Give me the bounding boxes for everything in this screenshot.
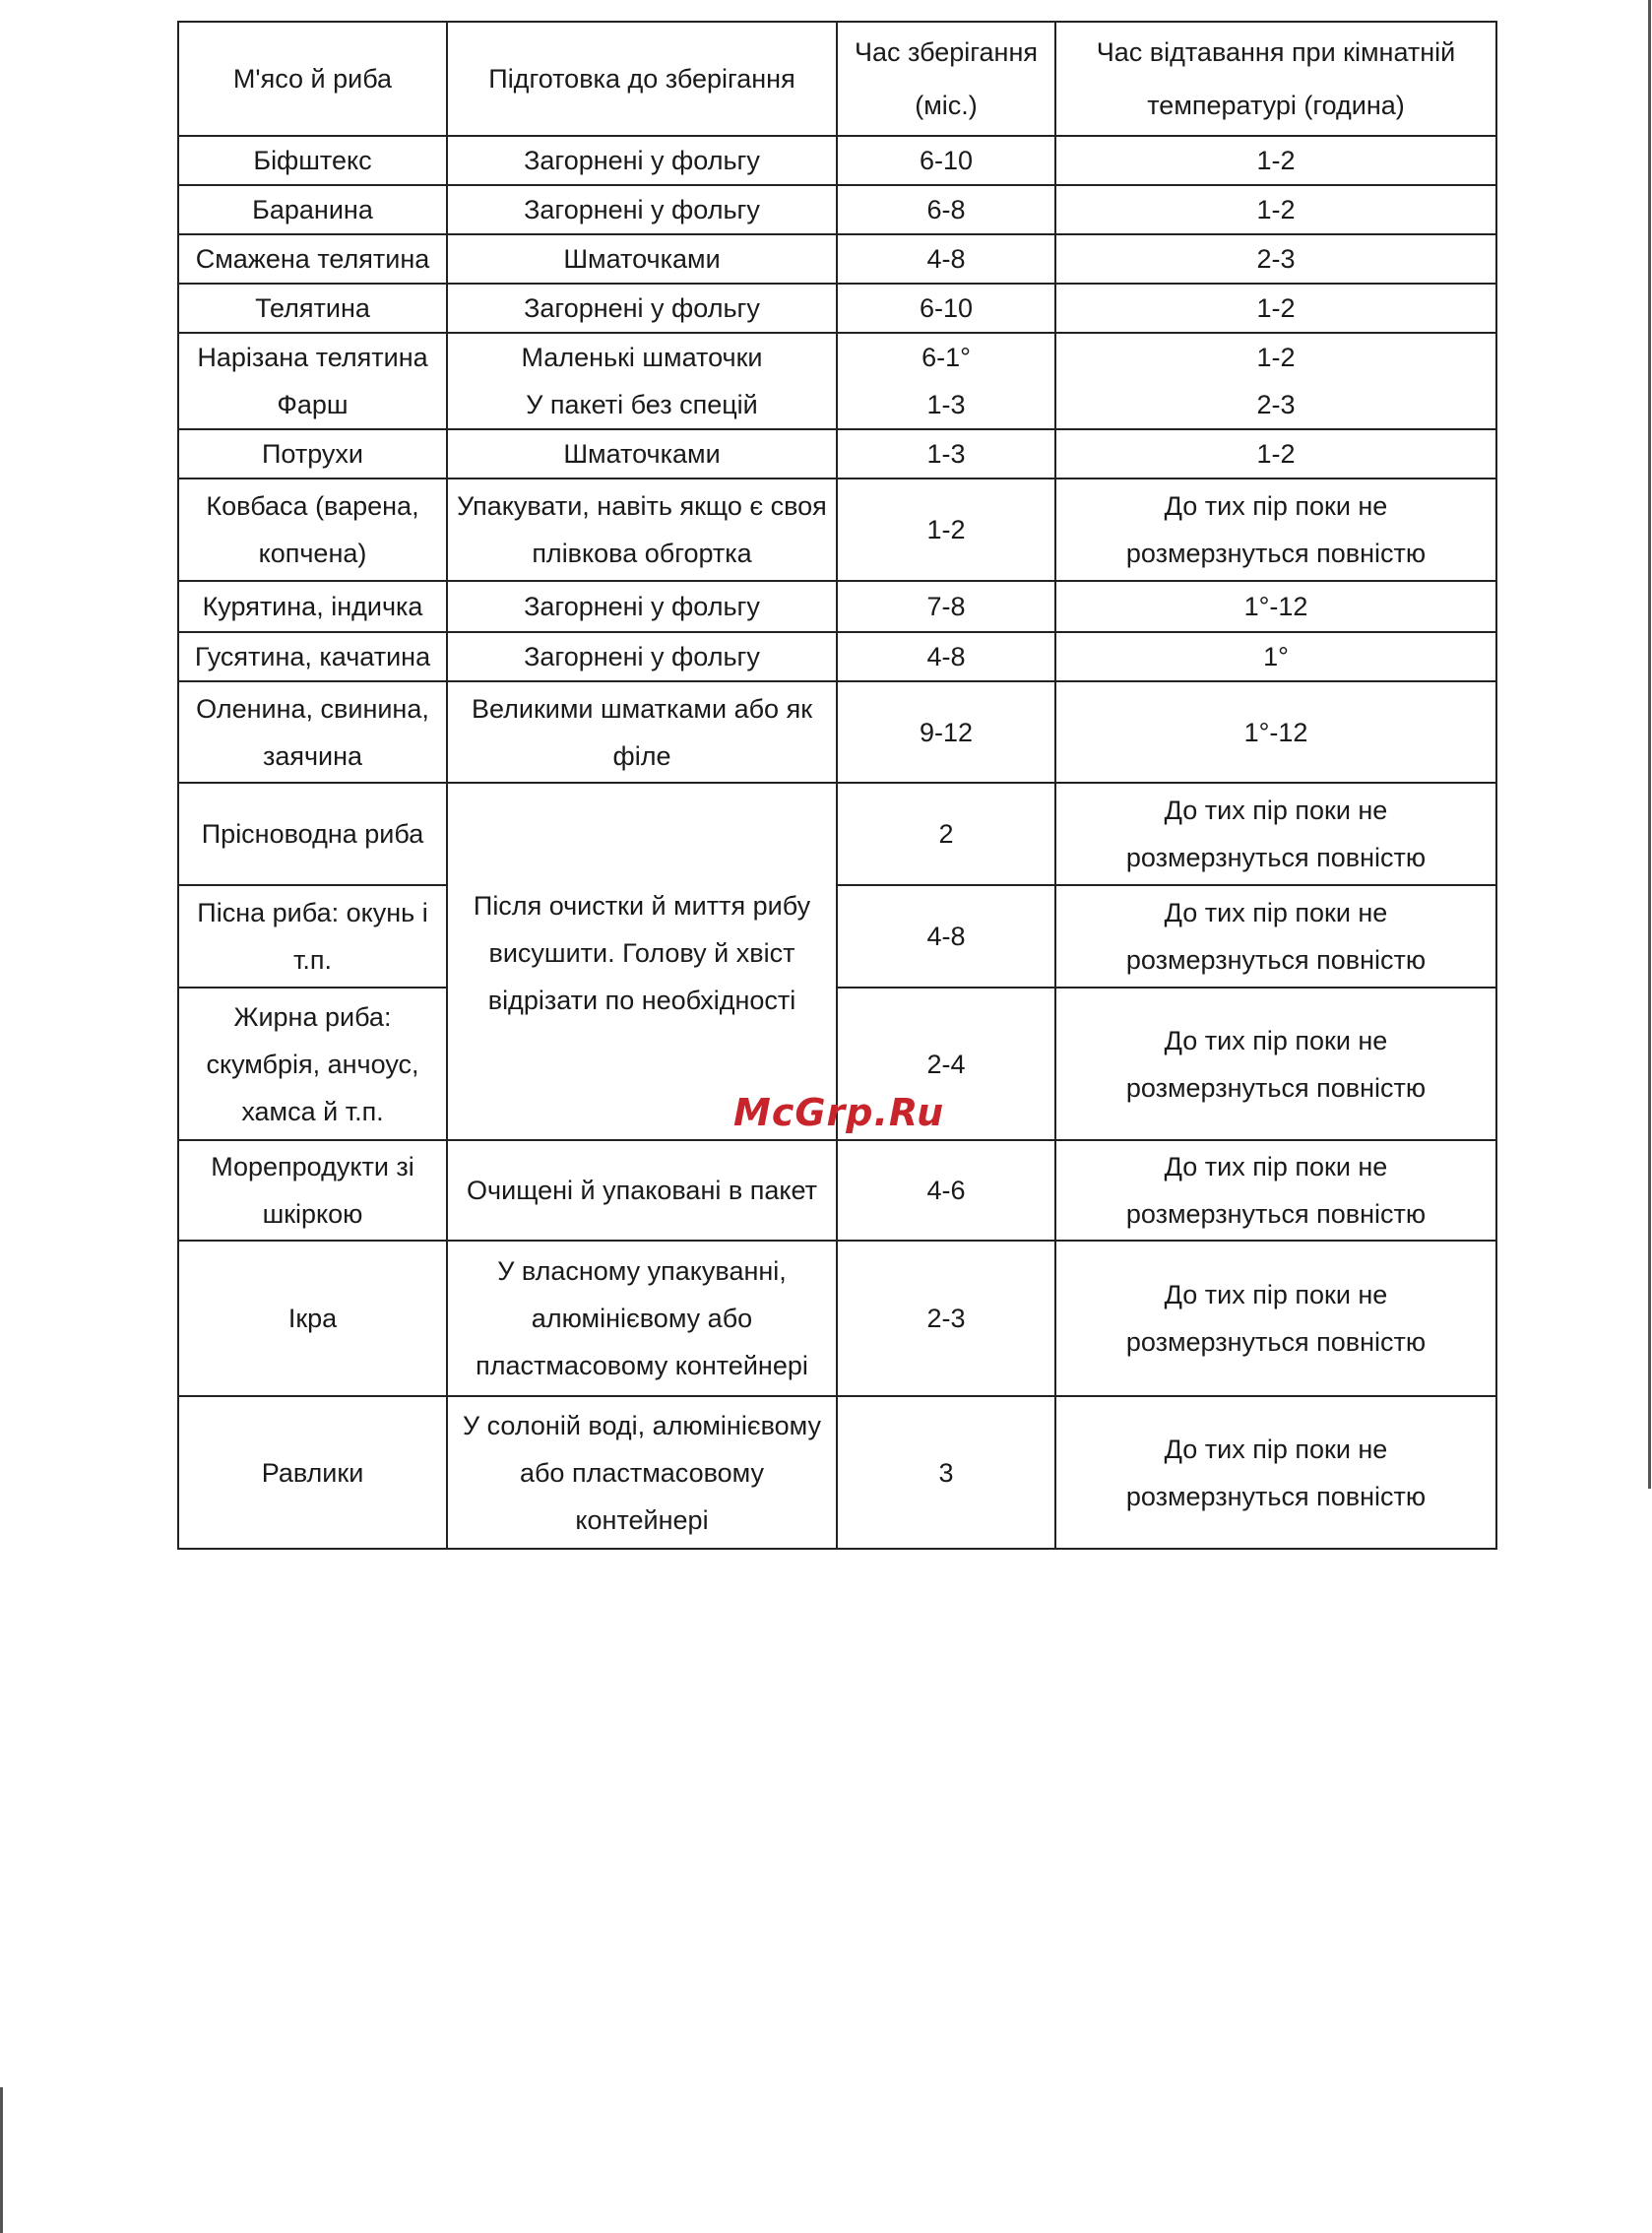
storage-cell: 4-8 — [837, 234, 1055, 284]
thaw-cell: До тих пір поки не розмерзнуться повністю — [1055, 478, 1496, 581]
header-thaw-time: Час відтавання при кімнатній температурі (година) — [1055, 22, 1496, 136]
product-cell: Смажена телятина — [178, 234, 447, 284]
product-cell: Пісна риба: окунь і т.п. — [178, 885, 447, 988]
preparation-cell: У власному упакуванні, алюмінієвому або пластмасовому контейнері — [447, 1241, 837, 1396]
thaw-cell: До тих пір поки не розмерзнуться повністю — [1055, 1241, 1496, 1396]
product-cell: Ковбаса (варена, копчена) — [178, 478, 447, 581]
storage-cell: 9-12 — [837, 681, 1055, 783]
preparation-cell: Великими шматками або як філе — [447, 681, 837, 783]
freezer-storage-table — [177, 21, 1497, 1550]
product-cell: Жирна риба: скумбрія, анчоус, хамса й т.п. — [178, 988, 447, 1140]
table-row — [178, 234, 1496, 284]
product-cell: Курятина, індичка — [178, 581, 447, 632]
thaw-cell: До тих пір поки не розмерзнуться повністю — [1055, 885, 1496, 988]
thaw-cell: 1-2 — [1055, 185, 1496, 234]
preparation-cell: Загорнені у фольгу — [447, 632, 837, 681]
table-row — [178, 1241, 1496, 1396]
table-row — [178, 885, 1496, 988]
thaw-cell: До тих пір поки не розмерзнуться повністю — [1055, 783, 1496, 885]
preparation-cell: Загорнені у фольгу — [447, 136, 837, 185]
table-row — [178, 1396, 1496, 1549]
page-edge-line-left — [0, 2087, 3, 2233]
preparation-cell: Загорнені у фольгу — [447, 581, 837, 632]
table-row — [178, 429, 1496, 478]
product-cell: Біфштекс — [178, 136, 447, 185]
storage-cell: 6-10 — [837, 284, 1055, 333]
storage-cell: 6-10 — [837, 136, 1055, 185]
header-storage-time: Час зберігання (міс.) — [837, 22, 1055, 136]
product-cell: Оленина, свинина, заячина — [178, 681, 447, 783]
thaw-cell: 2-3 — [1055, 234, 1496, 284]
product-cell: Баранина — [178, 185, 447, 234]
preparation-cell-fish: Після очистки й миття рибу висушити. Голову й хвіст відрізати по необхідності — [447, 783, 837, 1140]
storage-cell: 2 — [837, 783, 1055, 885]
table-row — [178, 284, 1496, 333]
product-cell: Прісноводна риба — [178, 783, 447, 885]
product-cell: Ікра — [178, 1241, 447, 1396]
thaw-cell: 1°-12 — [1055, 681, 1496, 783]
preparation-cell: Очищені й упаковані в пакет — [447, 1140, 837, 1241]
table-row — [178, 136, 1496, 185]
watermark: McGrp.Ru — [733, 1091, 945, 1134]
preparation-cell: Маленькі шматочки У пакеті без спецій — [447, 333, 837, 429]
thaw-cell: 1° — [1055, 632, 1496, 681]
storage-cell: 6-1° 1-3 — [837, 333, 1055, 429]
thaw-cell: До тих пір поки не розмерзнуться повністю — [1055, 988, 1496, 1140]
preparation-cell: Загорнені у фольгу — [447, 284, 837, 333]
product-cell: Равлики — [178, 1396, 447, 1549]
storage-cell: 1-3 — [837, 429, 1055, 478]
preparation-cell: Шматочками — [447, 429, 837, 478]
table-row — [178, 185, 1496, 234]
thaw-cell: 1°-12 — [1055, 581, 1496, 632]
product-cell: Нарізана телятина Фарш — [178, 333, 447, 429]
product-cell: Потрухи — [178, 429, 447, 478]
preparation-cell: Упакувати, навіть якщо є своя плівкова обгортка — [447, 478, 837, 581]
storage-cell: 1-2 — [837, 478, 1055, 581]
table-row — [178, 783, 1496, 885]
storage-cell: 4-6 — [837, 1140, 1055, 1241]
thaw-cell: До тих пір поки не розмерзнуться повністю — [1055, 1140, 1496, 1241]
page-edge-line-right — [1648, 0, 1651, 1489]
thaw-cell: 1-2 — [1055, 284, 1496, 333]
thaw-cell: До тих пір поки не розмерзнуться повністю — [1055, 1396, 1496, 1549]
product-cell: Телятина — [178, 284, 447, 333]
table-row — [178, 1140, 1496, 1241]
storage-cell: 6-8 — [837, 185, 1055, 234]
preparation-cell: У солоній воді, алюмінієвому або пластмасовому контейнері — [447, 1396, 837, 1549]
header-product: М'ясо й риба — [178, 22, 447, 136]
storage-cell: 4-8 — [837, 632, 1055, 681]
table-row — [178, 478, 1496, 581]
table-row — [178, 581, 1496, 632]
thaw-cell: 1-2 2-3 — [1055, 333, 1496, 429]
product-cell: Гусятина, качатина — [178, 632, 447, 681]
storage-cell: 7-8 — [837, 581, 1055, 632]
product-cell: Морепродукти зі шкіркою — [178, 1140, 447, 1241]
storage-cell: 3 — [837, 1396, 1055, 1549]
table-header-row — [178, 22, 1496, 136]
header-preparation: Підготовка до зберігання — [447, 22, 837, 136]
preparation-cell: Загорнені у фольгу — [447, 185, 837, 234]
preparation-cell: Шматочками — [447, 234, 837, 284]
storage-cell: 2-3 — [837, 1241, 1055, 1396]
thaw-cell: 1-2 — [1055, 429, 1496, 478]
table-row — [178, 632, 1496, 681]
table-row — [178, 681, 1496, 783]
thaw-cell: 1-2 — [1055, 136, 1496, 185]
table-row — [178, 333, 1496, 429]
storage-cell: 4-8 — [837, 885, 1055, 988]
storage-cell: 2-4 — [837, 988, 1055, 1140]
